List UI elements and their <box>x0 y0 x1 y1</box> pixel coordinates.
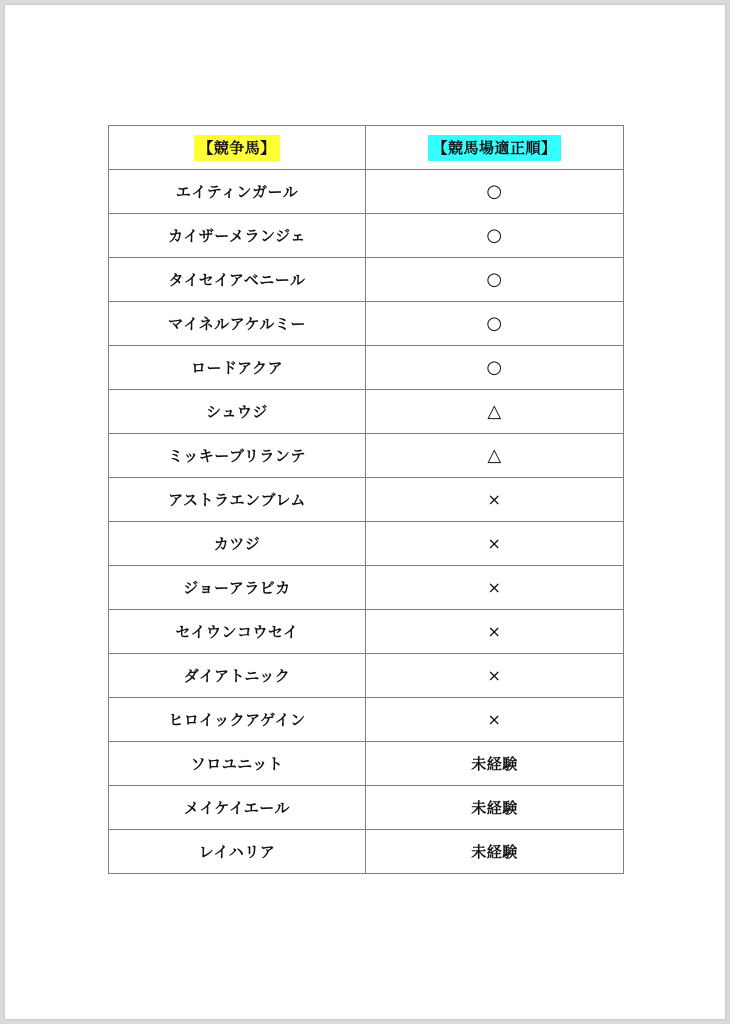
header-rating-label: 【競馬場適正順】 <box>428 135 560 161</box>
rating-mark: 未経験 <box>471 755 518 773</box>
rating-table <box>108 125 624 874</box>
horse-name-cell: カイザーメランジェ <box>109 214 366 258</box>
rating-cell <box>366 830 624 874</box>
table-body <box>109 170 624 874</box>
horse-name-cell: ミッキーブリランテ <box>109 434 366 478</box>
rating-cell <box>366 434 624 478</box>
horse-name-cell: ジョーアラビカ <box>109 566 366 610</box>
rating-mark: × <box>487 710 502 729</box>
rating-cell <box>366 302 624 346</box>
table-row <box>109 654 624 698</box>
table-row <box>109 390 624 434</box>
table-row <box>109 610 624 654</box>
rating-cell <box>366 346 624 390</box>
header-horse-cell <box>109 126 366 170</box>
table-row <box>109 434 624 478</box>
horse-name-cell: アストラエンブレム <box>109 478 366 522</box>
table-row <box>109 566 624 610</box>
horse-name-cell: メイケイエール <box>109 786 366 830</box>
rating-mark: × <box>487 534 502 553</box>
horse-name-cell: レイハリア <box>109 830 366 874</box>
table-row <box>109 698 624 742</box>
rating-mark: × <box>487 666 502 685</box>
horse-name-cell: ロードアクア <box>109 346 366 390</box>
rating-mark: △ <box>487 401 502 422</box>
horse-name-cell: ソロユニット <box>109 742 366 786</box>
horse-name-cell: マイネルアケルミー <box>109 302 366 346</box>
rating-mark: 未経験 <box>471 799 518 817</box>
rating-cell <box>366 258 624 302</box>
rating-cell <box>366 390 624 434</box>
rating-cell <box>366 786 624 830</box>
table-row <box>109 522 624 566</box>
rating-mark: × <box>487 490 502 509</box>
header-horse-label: 【競争馬】 <box>194 135 280 161</box>
rating-mark: × <box>487 578 502 597</box>
table-row <box>109 170 624 214</box>
rating-cell <box>366 654 624 698</box>
rating-mark: ○ <box>486 269 503 290</box>
table-row <box>109 786 624 830</box>
horse-name-cell: ヒロイックアゲイン <box>109 698 366 742</box>
horse-name-cell: シュウジ <box>109 390 366 434</box>
table-row <box>109 830 624 874</box>
table-row <box>109 214 624 258</box>
document-page <box>5 5 725 1019</box>
rating-cell <box>366 214 624 258</box>
horse-name-cell: タイセイアベニール <box>109 258 366 302</box>
rating-mark: ○ <box>486 357 503 378</box>
rating-cell <box>366 566 624 610</box>
table-row <box>109 478 624 522</box>
rating-cell <box>366 610 624 654</box>
horse-name-cell: エイティンガール <box>109 170 366 214</box>
horse-name-cell: カツジ <box>109 522 366 566</box>
rating-mark: ○ <box>486 313 503 334</box>
table-row <box>109 258 624 302</box>
rating-cell <box>366 522 624 566</box>
header-rating-cell <box>366 126 624 170</box>
horse-name-cell: ダイアトニック <box>109 654 366 698</box>
table-row <box>109 302 624 346</box>
rating-mark: 未経験 <box>471 843 518 861</box>
rating-mark: ○ <box>486 225 503 246</box>
rating-cell <box>366 742 624 786</box>
table-header-row <box>109 126 624 170</box>
rating-mark: × <box>487 622 502 641</box>
table-row <box>109 742 624 786</box>
rating-mark: △ <box>487 445 502 466</box>
rating-mark: ○ <box>486 181 503 202</box>
rating-cell <box>366 478 624 522</box>
horse-name-cell: セイウンコウセイ <box>109 610 366 654</box>
rating-cell <box>366 698 624 742</box>
rating-cell <box>366 170 624 214</box>
table-row <box>109 346 624 390</box>
